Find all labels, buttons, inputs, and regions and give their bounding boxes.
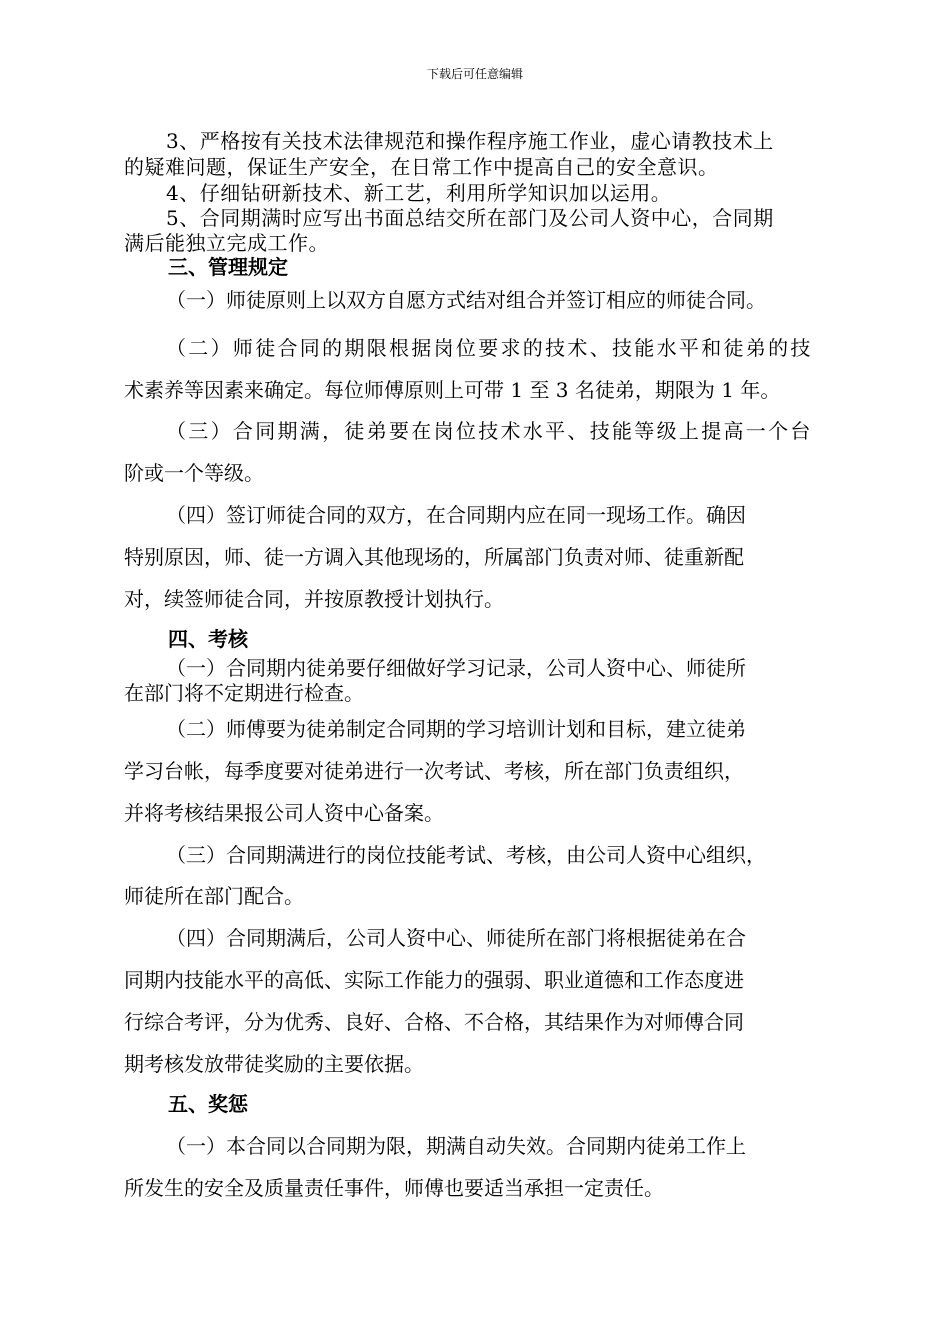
paragraph-line: （二）师徒合同的期限根据岗位要求的技术、技能水平和徒弟的技 xyxy=(166,336,813,360)
paragraph-line: 3、严格按有关技术法律规范和操作程序施工作业，虚心请教技术上 xyxy=(166,129,774,153)
paragraph-line: 所发生的安全及质量责任事件，师傅也要适当承担一定责任。 xyxy=(124,1176,664,1200)
section-heading: 四、考核 xyxy=(168,627,248,651)
paragraph-line: （三）合同期满，徒弟要在岗位技术水平、技能等级上提高一个台 xyxy=(166,419,813,443)
section-heading: 三、管理规定 xyxy=(168,255,288,279)
paragraph-line: 师徒所在部门配合。 xyxy=(124,884,304,908)
paragraph-line: 的疑难问题，保证生产安全，在日常工作中提高自己的安全意识。 xyxy=(124,155,719,179)
paragraph-line: 在部门将不定期进行检查。 xyxy=(124,681,364,705)
paragraph-line: （一）师徒原则上以双方自愿方式结对组合并签订相应的师徒合同。 xyxy=(166,288,766,312)
paragraph-line: 满后能独立完成工作。 xyxy=(124,231,329,255)
paragraph-line: （二）师傅要为徒弟制定合同期的学习培训计划和目标，建立徒弟 xyxy=(166,717,746,741)
paragraph-line: 阶或一个等级。 xyxy=(124,461,264,485)
paragraph-line: 术素养等因素来确定。每位师傅原则上可带 1 至 3 名徒弟，期限为 1 年。 xyxy=(124,378,781,402)
paragraph-line: （一）本合同以合同期为限，期满自动失效。合同期内徒弟工作上 xyxy=(166,1134,746,1158)
page-header-note: 下载后可任意编辑 xyxy=(426,67,523,81)
paragraph-line: 行综合考评，分为优秀、良好、合格、不合格，其结果作为对师傅合同 xyxy=(124,1010,744,1034)
paragraph-line: （三）合同期满进行的岗位技能考试、考核，由公司人资中心组织， xyxy=(166,843,766,867)
paragraph-line: 期考核发放带徒奖励的主要依据。 xyxy=(124,1052,424,1076)
paragraph-line: （四）签订师徒合同的双方，在合同期内应在同一现场工作。确因 xyxy=(166,503,746,527)
paragraph-line: （四）合同期满后，公司人资中心、师徒所在部门将根据徒弟在合 xyxy=(166,926,746,950)
paragraph-line: 5、合同期满时应写出书面总结交所在部门及公司人资中心，合同期 xyxy=(166,206,774,230)
paragraph-line: 4、仔细钻研新技术、新工艺，利用所学知识加以运用。 xyxy=(166,181,672,205)
paragraph-line: 对，续签师徒合同，并按原教授计划执行。 xyxy=(124,587,504,611)
paragraph-line: 特别原因，师、徒一方调入其他现场的，所属部门负责对师、徒重新配 xyxy=(124,545,744,569)
section-heading: 五、奖惩 xyxy=(168,1092,248,1116)
paragraph-line: （一）合同期内徒弟要仔细做好学习记录，公司人资中心、师徒所 xyxy=(166,656,746,680)
paragraph-line: 同期内技能水平的高低、实际工作能力的强弱、职业道德和工作态度进 xyxy=(124,968,744,992)
paragraph-line: 学习台帐，每季度要对徒弟进行一次考试、考核，所在部门负责组织， xyxy=(124,759,744,783)
paragraph-line: 并将考核结果报公司人资中心备案。 xyxy=(124,801,444,825)
